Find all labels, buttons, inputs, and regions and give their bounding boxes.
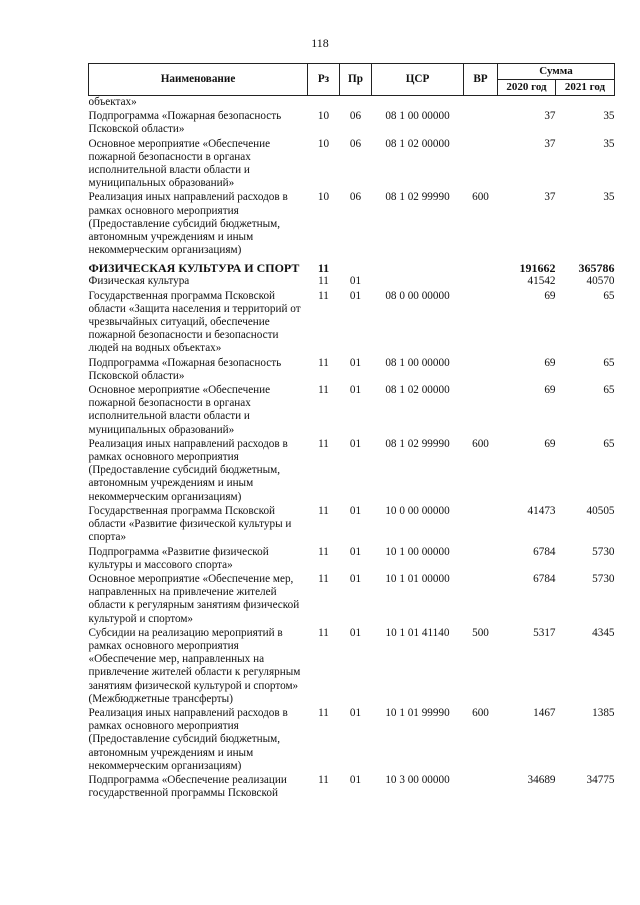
- cell-sum-2021: 40505: [586, 504, 615, 517]
- cell-vr: 600: [472, 706, 489, 719]
- cell-sum-2020: 37: [544, 137, 556, 150]
- table-row: [89, 505, 615, 546]
- cell-rz: 11: [318, 572, 329, 585]
- table-row: [89, 191, 615, 258]
- cell-sum-2020: 69: [544, 384, 556, 397]
- cell-vr: [464, 275, 498, 289]
- cell-rz: 10: [317, 137, 330, 150]
- cell-csr: 08 0 00 00000: [385, 289, 450, 302]
- cell-rz: 11: [318, 626, 329, 639]
- cell-sum-2020: 69: [544, 437, 556, 450]
- cell-sum-2020: 34689: [527, 773, 556, 786]
- cell-name: Подпрограмма «Пожарная безопасность Псковской области»: [88, 356, 282, 382]
- cell-vr: [464, 774, 498, 801]
- cell-sum-2020: 41473: [527, 504, 556, 517]
- cell-name: Основное мероприятие «Обеспечение пожарной безопасности в органах исполнительной власти области и муниципальных образований»: [88, 384, 271, 436]
- cell-sum-2020: 41542: [527, 275, 556, 288]
- cell-sum-2020: 6784: [533, 572, 556, 585]
- cell-pr: 01: [349, 275, 362, 288]
- cell-sum-2020: 5317: [533, 626, 556, 639]
- table-row: [89, 138, 615, 192]
- page-number: 118: [311, 36, 329, 50]
- cell-name: Государственная программа Псковской области «Защита населения и территорий от чрезвычайных ситуаций, обеспечение пожарной безопасности и безопасности людей на водных объектах»: [88, 289, 301, 355]
- cell-pr: 01: [349, 572, 362, 585]
- cell-vr: [464, 384, 498, 438]
- cell-rz: 11: [318, 384, 329, 397]
- cell-csr: 10 1 00 00000: [385, 545, 450, 558]
- cell-csr: [372, 258, 464, 275]
- cell-csr: [372, 275, 464, 289]
- cell-pr: 01: [349, 545, 362, 558]
- cell-rz: 11: [318, 773, 329, 786]
- cell-sum-2021: 35: [603, 110, 615, 123]
- cell-pr: [340, 258, 372, 275]
- cell-vr: [464, 258, 498, 275]
- cell-vr: [464, 573, 498, 627]
- header-pr: Пр: [340, 64, 372, 96]
- table-row: [89, 438, 615, 505]
- cell-vr: [464, 290, 498, 357]
- cell-sum-2021: 1385: [592, 706, 615, 719]
- header-sum: Сумма: [498, 64, 615, 80]
- cell-pr: 01: [349, 356, 362, 369]
- budget-table: [88, 63, 615, 801]
- cell-rz: 11: [318, 706, 329, 719]
- cell-vr: [464, 546, 498, 573]
- cell-csr: 08 1 02 00000: [385, 137, 450, 150]
- cell-vr: [464, 96, 498, 111]
- cell-sum-2020: 69: [544, 289, 556, 302]
- cell-name: Реализация иных направлений расходов в рамках основного мероприятия (Предоставление субсидий бюджетным, автономным учреждениям и иным некоммерческим организациям): [88, 437, 288, 503]
- cell-csr: 10 0 00 00000: [385, 504, 450, 517]
- cell-vr: [464, 505, 498, 546]
- cell-name: Реализация иных направлений расходов в рамках основного мероприятия (Предоставление субсидий бюджетным, автономным учреждениям и иным некоммерческим организациям): [88, 706, 288, 772]
- table-row: [89, 774, 615, 801]
- cell-rz: 10: [317, 110, 330, 123]
- cell-sum-2021: [556, 96, 615, 111]
- table-row: [89, 96, 615, 111]
- cell-pr: 01: [349, 773, 362, 786]
- table-row: [89, 357, 615, 384]
- cell-pr: 06: [349, 191, 362, 204]
- table-row: [89, 275, 615, 289]
- cell-sum-2020: 191662: [519, 261, 556, 276]
- cell-csr: 08 1 00 00000: [385, 356, 450, 369]
- cell-csr: 10 1 01 41140: [385, 626, 450, 639]
- cell-pr: 01: [349, 504, 362, 517]
- cell-sum-2021: 65: [603, 356, 615, 369]
- table-row: [89, 384, 615, 438]
- cell-name: Физическая культура: [88, 275, 190, 288]
- cell-rz: 11: [318, 437, 329, 450]
- section-row: [89, 258, 615, 275]
- header-csr: ЦСР: [372, 64, 464, 96]
- cell-csr: 08 1 00 00000: [385, 110, 450, 123]
- cell-rz: 10: [317, 191, 330, 204]
- cell-sum-2021: 5730: [592, 545, 615, 558]
- table-row: [89, 707, 615, 774]
- cell-pr: 01: [349, 437, 362, 450]
- cell-rz: 11: [318, 545, 329, 558]
- cell-csr: 08 1 02 00000: [385, 384, 450, 397]
- cell-sum-2021: 365786: [578, 261, 615, 276]
- cell-pr: 01: [349, 384, 362, 397]
- cell-rz: 11: [317, 261, 330, 276]
- cell-sum-2021: 4345: [592, 626, 615, 639]
- cell-rz: 11: [318, 356, 329, 369]
- table-row: [89, 110, 615, 137]
- cell-rz: 11: [318, 275, 329, 288]
- cell-sum-2021: 40570: [586, 275, 615, 288]
- table-body: [89, 96, 615, 802]
- table-row: [89, 546, 615, 573]
- cell-name: Субсидии на реализацию мероприятий в рамках основного мероприятия «Обеспечение мер, направленных на привлечение жителей области к регулярным занятиям физической культурой и спортом» (Межбюджетные трансферты): [88, 626, 301, 705]
- cell-csr: 08 1 02 99990: [385, 191, 450, 204]
- cell-sum-2020: 37: [544, 110, 556, 123]
- cell-name: Подпрограмма «Обеспечение реализации государственной программы Псковской: [88, 773, 287, 800]
- cell-rz: [308, 96, 340, 111]
- cell-name: объектах»: [88, 96, 137, 108]
- cell-rz: 11: [318, 289, 329, 302]
- cell-sum-2020: 69: [544, 356, 556, 369]
- cell-sum-2021: 35: [603, 137, 615, 150]
- table-header: [89, 64, 615, 96]
- cell-pr: 01: [349, 289, 362, 302]
- cell-vr: [464, 138, 498, 192]
- cell-sum-2021: 5730: [592, 572, 615, 585]
- cell-pr: 06: [349, 137, 362, 150]
- cell-vr: 600: [472, 191, 489, 204]
- header-vr: ВР: [464, 64, 498, 96]
- cell-vr: [464, 357, 498, 384]
- cell-sum-2021: 65: [603, 289, 615, 302]
- cell-sum-2020: 37: [544, 191, 556, 204]
- table-row: [89, 573, 615, 627]
- cell-csr: 10 1 01 99990: [385, 706, 450, 719]
- cell-csr: [372, 96, 464, 111]
- cell-sum-2021: 35: [603, 191, 615, 204]
- cell-pr: 01: [349, 626, 362, 639]
- cell-name: Основное мероприятие «Обеспечение пожарной безопасности в органах исполнительной власти области и муниципальных образований»: [88, 137, 271, 190]
- cell-pr: [340, 96, 372, 111]
- cell-sum-2021: 34775: [586, 773, 615, 786]
- header-year-2020: 2020 год: [498, 80, 556, 96]
- cell-vr: 600: [472, 437, 489, 450]
- cell-name: Подпрограмма «Развитие физической культуры и массового спорта»: [88, 545, 269, 571]
- cell-pr: 01: [349, 706, 362, 719]
- header-rz: Рз: [308, 64, 340, 96]
- cell-csr: 08 1 02 99990: [385, 437, 450, 450]
- cell-sum-2020: 6784: [533, 545, 556, 558]
- cell-name: Реализация иных направлений расходов в рамках основного мероприятия (Предоставление субсидий бюджетным, автономным учреждениям и иным некоммерческим организациям): [88, 191, 288, 257]
- cell-name: Основное мероприятие «Обеспечение мер, направленных на привлечение жителей области к регулярным занятиям физической культурой и спортом»: [88, 572, 300, 625]
- cell-sum-2020: [498, 96, 556, 111]
- cell-csr: 10 1 01 00000: [385, 572, 450, 585]
- cell-sum-2021: 65: [603, 437, 615, 450]
- cell-vr: [464, 110, 498, 137]
- cell-vr: 500: [472, 626, 489, 639]
- cell-csr: 10 3 00 00000: [385, 773, 450, 786]
- header-name: Наименование: [89, 64, 308, 96]
- cell-name: ФИЗИЧЕСКАЯ КУЛЬТУРА И СПОРТ: [88, 261, 300, 276]
- cell-pr: 06: [349, 110, 362, 123]
- cell-rz: 11: [318, 504, 329, 517]
- cell-sum-2021: 65: [603, 384, 615, 397]
- cell-name: Государственная программа Псковской области «Развитие физической культуры и спорта»: [88, 504, 292, 544]
- table-row: [89, 290, 615, 357]
- table-row: [89, 627, 615, 707]
- cell-sum-2020: 1467: [533, 706, 556, 719]
- cell-name: Подпрограмма «Пожарная безопасность Псковской области»: [88, 110, 282, 136]
- header-year-2021: 2021 год: [556, 80, 615, 96]
